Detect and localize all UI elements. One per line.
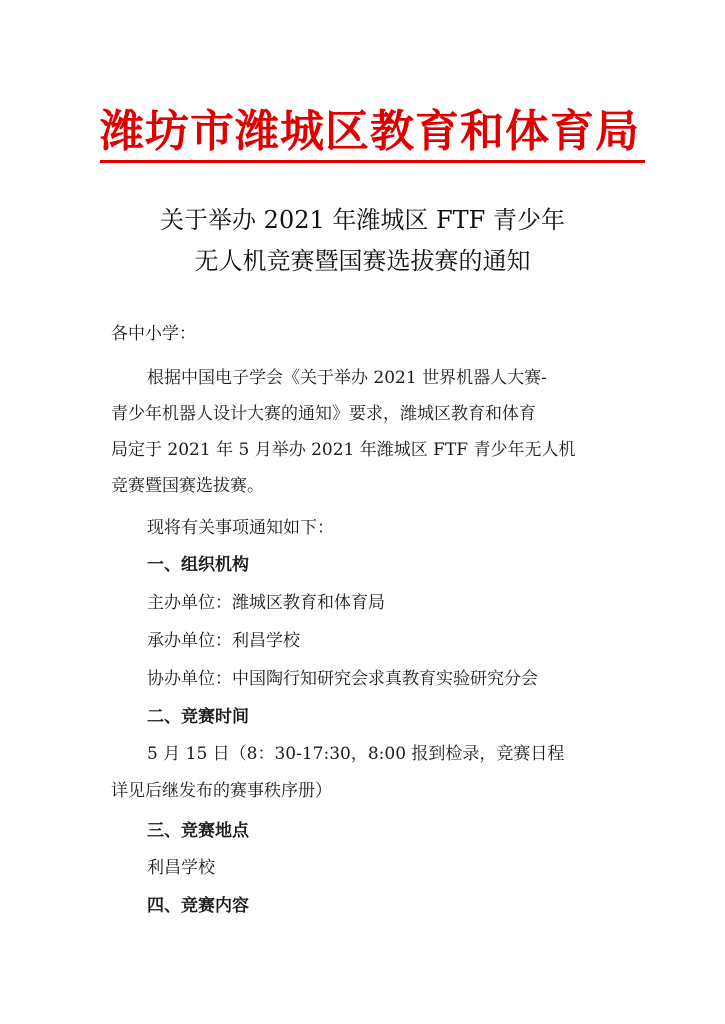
issuing-authority-header: 潍坊市潍城区教育和体育局	[100, 106, 640, 157]
document-title-line-1: 关于举办 2021 年潍城区 FTF 青少年	[160, 206, 565, 234]
co-organizer-unit: 协办单位：中国陶行知研究会求真教育实验研究分会	[147, 669, 538, 689]
section-heading-organization: 一、组织机构	[147, 555, 249, 575]
paragraph-line: 青少年机器人设计大赛的通知》要求，潍城区教育和体育	[111, 404, 536, 424]
section-heading-time: 二、竞赛时间	[147, 707, 249, 727]
paragraph-line: 局定于 2021 年 5 月举办 2021 年潍城区 FTF 青少年无人机	[111, 440, 576, 460]
organizer-unit: 承办单位：利昌学校	[147, 631, 300, 651]
document-title-line-2: 无人机竞赛暨国赛选拔赛的通知	[194, 247, 531, 275]
paragraph-line: 根据中国电子学会《关于举办 2021 世界机器人大赛-	[147, 368, 547, 388]
venue: 利昌学校	[147, 858, 215, 878]
red-header-rule	[100, 160, 645, 163]
intro-line: 现将有关事项通知如下：	[147, 518, 334, 538]
section-heading-content: 四、竞赛内容	[147, 896, 249, 916]
competition-time-line: 详见后继发布的赛事秩序册）	[111, 781, 332, 801]
paragraph-line: 竞赛暨国赛选拔赛。	[111, 476, 264, 496]
host-unit: 主办单位：潍城区教育和体育局	[147, 593, 385, 613]
competition-time-line: 5 月 15 日（8：30-17:30，8:00 报到检录，竞赛日程	[147, 744, 565, 764]
section-heading-venue: 三、竞赛地点	[147, 821, 249, 841]
salutation: 各中小学：	[111, 324, 196, 344]
